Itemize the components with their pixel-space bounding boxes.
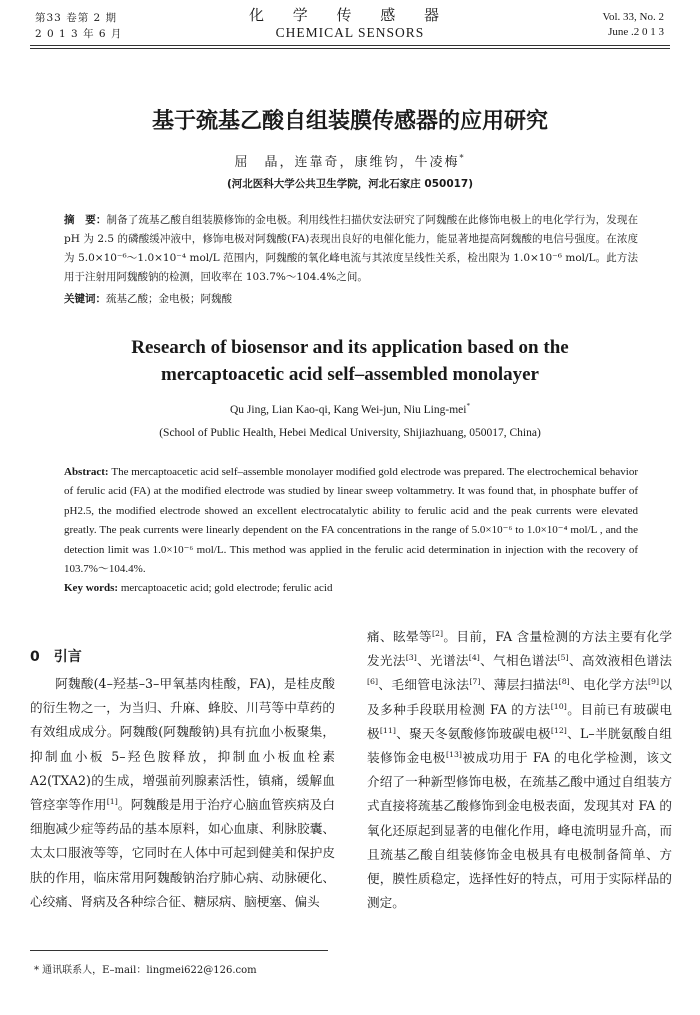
citation: [10]	[550, 701, 567, 711]
body-text: 、毛细管电泳法	[378, 677, 470, 693]
abstract-cn	[64, 211, 638, 287]
keywords-cn-text: 巯基乙酸；金电极；阿魏酸	[106, 293, 232, 305]
volume-cn: 第33 卷第 2 期	[35, 12, 118, 24]
volume-en: Vol. 33, No. 2	[602, 11, 664, 23]
body-text: 、聚天冬氨酸修饰玻碳电极	[395, 725, 551, 741]
affiliation-cn: (河北医科大学公共卫生学院，河北石家庄 050017)	[226, 178, 474, 190]
authors-cn-names: 屈 晶，连靠奇，康维钧，牛凌梅	[234, 155, 460, 170]
body-text: 。目前已有玻碳电极	[367, 701, 672, 741]
abstract-en-text: The mercaptoacetic acid self–assemble monolayer modified gold electrode was prepared. The electrochemical behavior of ferulic acid (FA) at the modified electrode was studied by linear sweep voltammetry. It was found that, in phosphate buffer of pH2.5, the modified electrode showed an excellent electrocatalytic ability to ferulic acid and the peak currents were elevated greatly. The peak currents were linearly dependent on the FA concentrations in the range of 5.0×10⁻⁶ to 1.0×10⁻⁴ mol/L , and the detection limit was 1.0×10⁻⁶ mol/L. This method was applied in the ferulic acid determination in injection with the recovery of 103.7%～104.4%.	[64, 466, 639, 576]
abstract-en	[64, 463, 638, 579]
header-rule-top	[30, 45, 670, 46]
body-text: 。目前，FA 含量检测的方法主要有化学发光法	[367, 629, 673, 669]
header-rule-bottom	[30, 48, 670, 49]
keywords-cn-label: 关键词：	[64, 293, 106, 305]
body-text: 、高效液相色谱法	[568, 653, 673, 669]
authors-en	[0, 404, 700, 416]
keywords-en-text: mercaptoacetic acid; gold electrode; ferulic acid	[120, 582, 333, 594]
footnote-rule	[30, 950, 328, 951]
journal-name-en: CHEMICAL SENSORS	[275, 25, 425, 40]
body-column-left	[30, 672, 335, 914]
authors-en-names: Qu Jing, Lian Kao-qi, Kang Wei-jun, Niu Ling-mei	[229, 404, 467, 416]
authors-cn-mark: *	[459, 153, 466, 163]
affiliation-en: (School of Public Health, Hebei Medical University, Shijiazhuang, 050017, China)	[159, 427, 541, 439]
citation: [4]	[468, 653, 480, 663]
abstract-en-label: Abstract:	[64, 466, 109, 478]
keywords-cn	[64, 291, 232, 306]
body-paragraph	[367, 625, 672, 915]
citation: [12]	[550, 725, 567, 735]
paper-title-en-line1: Research of biosensor and its application based on the	[131, 337, 569, 358]
body-column-right	[367, 625, 672, 915]
section-heading-introduction: 0 引言	[30, 649, 82, 665]
journal-name-cn: 化 学 传 感 器	[248, 6, 452, 24]
paper-title-cn: 基于巯基乙酸自组装膜传感器的应用研究	[151, 109, 548, 134]
citation: [2]	[431, 628, 444, 638]
citation: [7]	[469, 677, 481, 687]
citation: [5]	[557, 653, 569, 663]
body-text: 。阿魏酸是用于治疗心脑血管疾病及白细胞减少症等药品的基本原料，如心血康、利脉胶囊、太太口服液等等，它同时在人体中可起到健美和保护皮肤的作用，临床常用阿魏酸钠治疗肺心病、动脉硬化、心绞痛、肾病及各种综合征、糖尿病、脑梗塞、偏头	[30, 797, 336, 909]
citation: [9]	[648, 677, 660, 687]
paper-title-en-line2: mercaptoacetic acid self–assembled monolayer	[161, 364, 539, 385]
citation: [11]	[379, 725, 396, 735]
citation: [13]	[445, 749, 462, 759]
abstract-cn-label: 摘 要：	[64, 214, 107, 226]
keywords-en	[64, 582, 332, 594]
keywords-en-label: Key words:	[64, 582, 119, 594]
header-right	[602, 10, 664, 40]
body-text: 痛、眩晕等	[367, 629, 432, 644]
paper-title-en	[0, 334, 700, 388]
authors-cn	[0, 151, 700, 170]
citation: [6]	[367, 677, 379, 687]
authors-en-mark: *	[466, 402, 471, 411]
date-cn: 2 0 1 3 年 6 月	[35, 28, 123, 40]
citation: [3]	[405, 653, 417, 663]
body-text: 、气相色谱法	[479, 653, 558, 669]
citation: [1]	[106, 796, 118, 806]
journal-name	[0, 6, 700, 41]
citation: [8]	[558, 677, 570, 687]
body-text: 阿魏酸(4–羟基–3–甲氧基肉桂酸，FA)，是桂皮酸的衍生物之一，为当归、升麻、蜂胶、川芎等中草药的有效组成成分。阿魏酸(阿魏酸钠)具有抗血小板聚集，抑制血小板 5–羟色胺释放，抑制血小板血栓素 A2(TXA2)的生成，增强前列腺素活性，镇痛，缓解血管痉挛等作用	[30, 676, 335, 813]
body-text: 、L–半胱氨酸自组装修饰金电极	[367, 725, 672, 766]
date-en: June .2 0 1 3	[608, 26, 664, 38]
body-paragraph	[30, 672, 335, 914]
body-text: 、光谱法	[416, 653, 469, 669]
abstract-cn-text: 制备了巯基乙酸自组装膜修饰的金电极。利用线性扫描伏安法研究了阿魏酸在此修饰电极上的电化学行为，发现在 pH 为 2.5 的磷酸缓冲液中，修饰电极对阿魏酸(FA)表现出良好的电催化能力，能显著地提高阿魏酸的电信号强度。在浓度为 5.0×10⁻⁶～1.0×10⁻⁴ mol/L 范围内，阿魏酸的氧化峰电流与其浓度呈线性关系，检出限为 1.0×10⁻⁶ mol/L。此方法用于注射用阿魏酸钠的检测，回收率在 103.7%～104.4%之间。	[64, 214, 639, 283]
body-text: 被成功用于 FA 的电化学检测，该文介绍了一种新型修饰电极，在巯基乙酸中通过自组装方式直接将巯基乙酸修饰到金电极表面，发现其对 FA 的氧化还原起到显著的电催化作用，峰电流明显升高，而且巯基乙酸自组装修饰金电极具有电极制备简单、方便，膜性质稳定，选择性好的特点，可用于实际样品的测定。	[367, 750, 672, 911]
body-text: 、薄层扫描法	[480, 677, 559, 693]
body-text: 以及多种手段联用检测 FA 的方法	[367, 677, 673, 717]
footnote: * 通讯联系人，E–mail：lingmei622@126.com	[34, 965, 257, 976]
body-text: 、电化学方法	[569, 677, 648, 693]
